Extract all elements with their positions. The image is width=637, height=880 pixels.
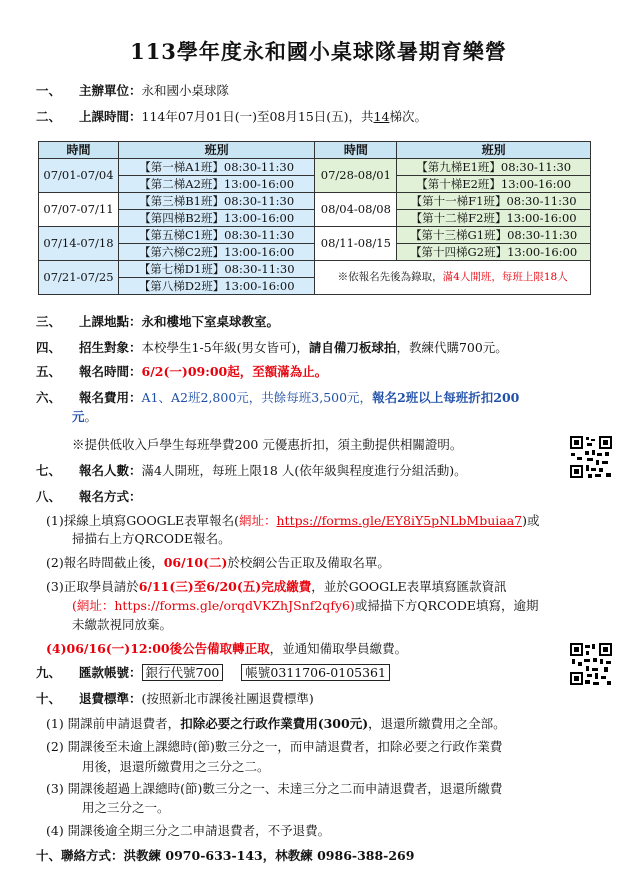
table-row: [39, 176, 591, 193]
method-item-2: (2)報名時間截止後，06/10(二)於校網公告正取及備取名單。: [46, 555, 390, 570]
class-cell: 【第十三梯G1班】08:30-11:30: [397, 227, 591, 244]
schedule-table: [38, 141, 591, 295]
class-cell: 【第八梯D2班】13:00-16:00: [118, 278, 314, 295]
section-registration-method: 八、 報名方式：: [36, 489, 142, 504]
page-title: 113學年度永和國小桌球隊暑期育樂營: [130, 39, 507, 64]
section-target: 四、 招生對象：本校學生1-5年級(男女皆可)，請自備刀板球拍，教練代購700元。: [36, 340, 508, 355]
table-row: [39, 159, 591, 176]
section-number: 一、: [36, 83, 62, 98]
location-value: 永和樓地下室桌球教室。: [141, 314, 280, 329]
class-cell: 【第四梯B2班】13:00-16:00: [118, 210, 314, 227]
section-organizer: 一、 主辦單位：永和國小桌球隊: [36, 83, 230, 98]
refund-item-3: (3) 開課後超過上課總時(節)數三分之一、未達三分之二而申請退費者，退還所繳費: [46, 781, 503, 796]
method-item-1: (1)採線上填寫GOOGLE表單報名(網址：https://forms.gle/EY8iY5pNLbMbuiaa7)或: [46, 513, 540, 528]
registration-time-value: 6/2(一)09:00起，至額滿為止。: [141, 364, 328, 379]
table-header: 時間: [39, 142, 119, 159]
qr-code-icon[interactable]: [569, 642, 613, 686]
class-cell: 【第十梯E2班】13:00-16:00: [397, 176, 591, 193]
section-registration-time: 五、 報名時間：6/2(一)09:00起，至額滿為止。: [36, 364, 328, 379]
fee-discount-note: ※提供低收入戶學生每班學費200 元優惠折扣，須主動提供相關證明。: [72, 437, 463, 452]
time-cell: 08/11-08/15: [315, 227, 397, 261]
section-contact: 十、聯絡方式：洪教練 0970-633-143，林教練 0986-388-269: [36, 848, 415, 863]
contact-value: 洪教練 0970-633-143，林教練 0986-388-269: [123, 848, 415, 863]
session-count: 14: [373, 109, 390, 124]
section-class-time: 二、 上課時間：114年07月01日(一)至08月15日(五)，共14梯次。: [36, 109, 427, 124]
refund-item-4: (4) 開課後逾全期三分之二申請退費者，不予退費。: [46, 823, 331, 838]
class-cell: 【第一梯A1班】08:30-11:30: [118, 159, 314, 176]
account-number-box: 帳號0311706-0105361: [241, 664, 390, 681]
qr-code-icon[interactable]: [569, 435, 613, 479]
class-cell: 【第三梯B1班】08:30-11:30: [118, 193, 314, 210]
table-header: 班別: [397, 142, 591, 159]
table-header: 班別: [118, 142, 314, 159]
refund-item-2: (2) 開課後至未逾上課總時(節)數三分之一，而申請退費者，扣除必要之行政作業費: [46, 739, 503, 754]
enrollment-note: ※依報名先後為錄取，滿4人開班，每班上限18人: [315, 261, 591, 295]
method-item-3-line3: 未繳款視同放棄。: [72, 617, 173, 632]
class-cell: 【第七梯D1班】08:30-11:30: [118, 261, 314, 278]
time-cell: 07/21-07/25: [39, 261, 119, 295]
section-bank-account: 九、 匯款帳號： 銀行代號700 帳號0311706-0105361: [36, 664, 390, 681]
section-label: 主辦單位: [79, 83, 130, 98]
table-row: [39, 261, 591, 278]
method-item-1-line2: 掃描右上方QRCODE報名。: [72, 531, 231, 546]
section-capacity: 七、 報名人數：滿4人開班，每班上限18 人(依年級與程度進行分組活動)。: [36, 463, 467, 478]
class-cell: 【第十四梯G2班】13:00-16:00: [397, 244, 591, 261]
time-cell: 07/07-07/11: [39, 193, 119, 227]
registration-form-link[interactable]: https://forms.gle/EY8iY5pNLbMbuiaa7: [276, 513, 523, 528]
time-cell: 07/01-07/04: [39, 159, 119, 193]
table-row: [39, 227, 591, 244]
bank-code-box: 銀行代號700: [142, 664, 224, 681]
class-cell: 【第九梯E1班】08:30-11:30: [397, 159, 591, 176]
time-cell: 07/14-07/18: [39, 227, 119, 261]
class-cell: 【第二梯A2班】13:00-16:00: [118, 176, 314, 193]
section-fee: 六、 報名費用：A1、A2班2,800元，共餘每班3,500元，報名2班以上每班折扣200: [36, 390, 520, 405]
table-row: [39, 210, 591, 227]
time-cell: 08/04-08/08: [315, 193, 397, 227]
class-cell: 【第六梯C2班】13:00-16:00: [118, 244, 314, 261]
class-cell: 【第十一梯F1班】08:30-11:30: [397, 193, 591, 210]
payment-form-link[interactable]: (網址：https://forms.gle/orqdVKZhJSnf2qfy6): [72, 598, 355, 613]
refund-item-1: (1) 開課前申請退費者，扣除必要之行政作業費用(300元)，退還所繳費用之全部。: [46, 716, 506, 731]
section-fee-wrap: 元。: [72, 409, 98, 424]
section-location: 三、 上課地點：永和樓地下室桌球教室。: [36, 314, 280, 329]
table-row: [39, 244, 591, 261]
class-cell: 【第十二梯F2班】13:00-16:00: [397, 210, 591, 227]
section-refund: 十、 退費標準：(按照新北市課後社團退費標準): [36, 691, 314, 706]
method-item-3-line2: (網址：https://forms.gle/orqdVKZhJSnf2qfy6)或掃描下方QRCODE填寫，逾期: [72, 598, 539, 613]
method-item-3: (3)正取學員請於6/11(三)至6/20(五)完成繳費，並於GOOGLE表單填寫匯款資訊: [46, 579, 507, 594]
class-cell: 【第五梯C1班】08:30-11:30: [118, 227, 314, 244]
table-row: [39, 193, 591, 210]
time-cell: 07/28-08/01: [315, 159, 397, 193]
organizer-value: 永和國小桌球隊: [141, 83, 230, 98]
method-item-4: (4)06/16(一)12:00後公告備取轉正取，並通知備取學員繳費。: [46, 641, 408, 656]
table-header: 時間: [315, 142, 397, 159]
refund-item-3-line2: 用之三分之一。: [82, 800, 170, 815]
table-header-row: [39, 142, 591, 159]
refund-item-2-line2: 用後，退還所繳費用之三分之二。: [82, 759, 270, 774]
